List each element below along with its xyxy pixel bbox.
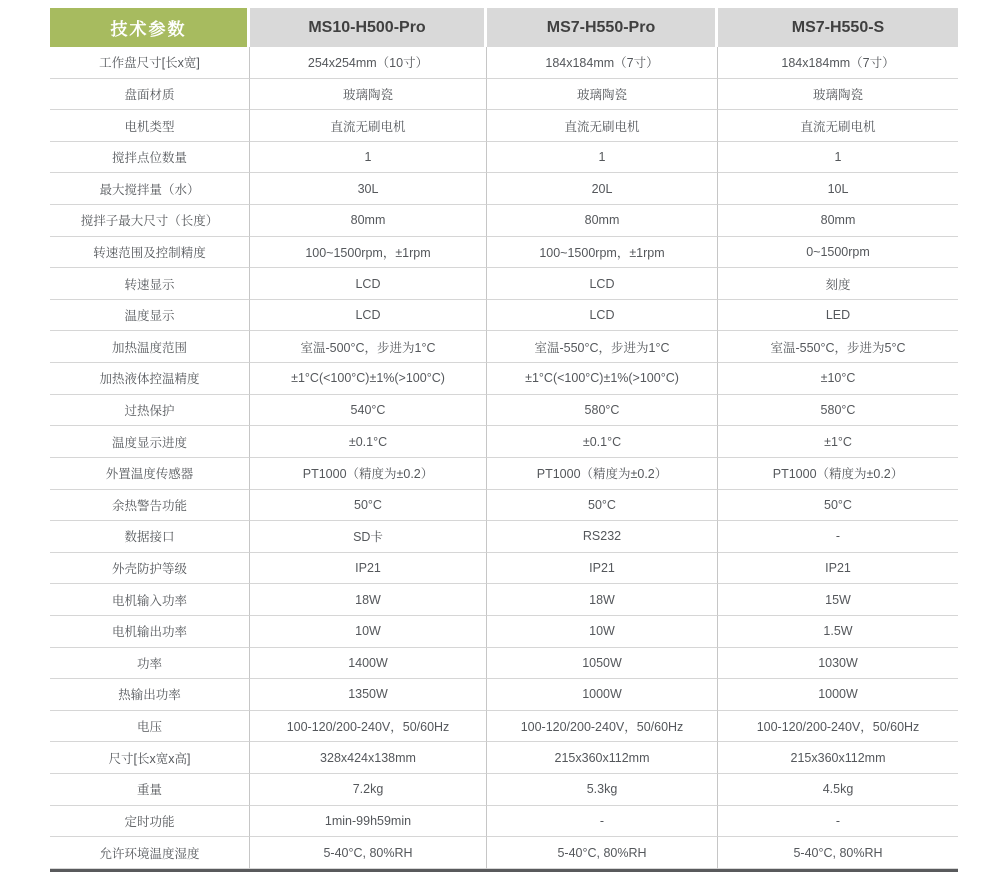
table-row	[50, 584, 958, 616]
row-label: 温度显示	[50, 300, 250, 332]
cell-value: 5-40°C, 80%RH	[250, 837, 487, 869]
table-row	[50, 648, 958, 680]
row-label: 功率	[50, 648, 250, 680]
table-row	[50, 426, 958, 458]
cell-value: 5.3kg	[487, 774, 718, 806]
table-row	[50, 173, 958, 205]
table-row	[50, 331, 958, 363]
cell-value: 10L	[718, 173, 958, 205]
table-row	[50, 205, 958, 237]
cell-value: 540°C	[250, 395, 487, 427]
row-label: 工作盘尺寸[长x宽]	[50, 47, 250, 79]
cell-value: 80mm	[250, 205, 487, 237]
cell-value: 1400W	[250, 648, 487, 680]
table-row	[50, 268, 958, 300]
cell-value: 玻璃陶瓷	[718, 79, 958, 111]
table-header-row	[50, 8, 958, 47]
row-label: 电压	[50, 711, 250, 743]
table-row	[50, 237, 958, 269]
table-row	[50, 679, 958, 711]
cell-value: 50°C	[250, 490, 487, 522]
table-bottom-border	[50, 869, 958, 872]
cell-value: 184x184mm（7寸）	[718, 47, 958, 79]
cell-value: 1030W	[718, 648, 958, 680]
cell-value: 80mm	[718, 205, 958, 237]
cell-value: LCD	[487, 300, 718, 332]
cell-value: LCD	[250, 300, 487, 332]
cell-value: IP21	[718, 553, 958, 585]
table-row	[50, 711, 958, 743]
cell-value: 1050W	[487, 648, 718, 680]
row-label: 搅拌子最大尺寸（长度）	[50, 205, 250, 237]
cell-value: ±1°C(<100°C)±1%(>100°C)	[250, 363, 487, 395]
cell-value: PT1000（精度为±0.2）	[250, 458, 487, 490]
table-row	[50, 742, 958, 774]
cell-value: 5-40°C, 80%RH	[487, 837, 718, 869]
row-label: 电机输出功率	[50, 616, 250, 648]
table-row	[50, 521, 958, 553]
cell-value: SD卡	[250, 521, 487, 553]
cell-value: 1.5W	[718, 616, 958, 648]
cell-value: 10W	[250, 616, 487, 648]
cell-value: IP21	[487, 553, 718, 585]
table-row	[50, 616, 958, 648]
cell-value: 玻璃陶瓷	[250, 79, 487, 111]
table-row	[50, 142, 958, 174]
cell-value: 100~1500rpm，±1rpm	[487, 237, 718, 269]
cell-value: 1000W	[718, 679, 958, 711]
table-row	[50, 300, 958, 332]
row-label: 转速范围及控制精度	[50, 237, 250, 269]
row-label: 外壳防护等级	[50, 553, 250, 585]
table-row	[50, 395, 958, 427]
cell-value: -	[718, 806, 958, 838]
cell-value: 1	[250, 142, 487, 174]
row-label: 电机类型	[50, 110, 250, 142]
cell-value: ±10°C	[718, 363, 958, 395]
row-label: 尺寸[长x宽x高]	[50, 742, 250, 774]
model-header-ms7-h550-pro: MS7-H550-Pro	[487, 8, 718, 47]
cell-value: 1	[487, 142, 718, 174]
cell-value: 玻璃陶瓷	[487, 79, 718, 111]
cell-value: -	[487, 806, 718, 838]
cell-value: 18W	[250, 584, 487, 616]
row-label: 最大搅拌量（水）	[50, 173, 250, 205]
cell-value: 580°C	[718, 395, 958, 427]
cell-value: 1350W	[250, 679, 487, 711]
row-label: 外置温度传感器	[50, 458, 250, 490]
cell-value: 184x184mm（7寸）	[487, 47, 718, 79]
row-label: 温度显示进度	[50, 426, 250, 458]
cell-value: 50°C	[487, 490, 718, 522]
cell-value: 1min-99h59min	[250, 806, 487, 838]
table-row	[50, 553, 958, 585]
cell-value: 7.2kg	[250, 774, 487, 806]
cell-value: 1000W	[487, 679, 718, 711]
cell-value: 直流无刷电机	[718, 110, 958, 142]
row-label: 转速显示	[50, 268, 250, 300]
cell-value: PT1000（精度为±0.2）	[718, 458, 958, 490]
model-header-ms7-h550-s: MS7-H550-S	[718, 8, 958, 47]
row-label: 允许环境温度湿度	[50, 837, 250, 869]
table-row	[50, 79, 958, 111]
cell-value: 254x254mm（10寸）	[250, 47, 487, 79]
row-label: 加热温度范围	[50, 331, 250, 363]
table-row	[50, 490, 958, 522]
row-label: 数据接口	[50, 521, 250, 553]
cell-value: 15W	[718, 584, 958, 616]
cell-value: 100-120/200-240V，50/60Hz	[718, 711, 958, 743]
cell-value: 328x424x138mm	[250, 742, 487, 774]
cell-value: 10W	[487, 616, 718, 648]
cell-value: 215x360x112mm	[487, 742, 718, 774]
table-row	[50, 363, 958, 395]
table-row	[50, 458, 958, 490]
cell-value: ±0.1°C	[487, 426, 718, 458]
cell-value: 直流无刷电机	[250, 110, 487, 142]
row-label: 热输出功率	[50, 679, 250, 711]
cell-value: RS232	[487, 521, 718, 553]
cell-value: 刻度	[718, 268, 958, 300]
cell-value: -	[718, 521, 958, 553]
row-label: 加热液体控温精度	[50, 363, 250, 395]
cell-value: 室温-550°C，步进为5°C	[718, 331, 958, 363]
cell-value: 4.5kg	[718, 774, 958, 806]
cell-value: ±0.1°C	[250, 426, 487, 458]
cell-value: 5-40°C, 80%RH	[718, 837, 958, 869]
row-label: 重量	[50, 774, 250, 806]
cell-value: 215x360x112mm	[718, 742, 958, 774]
cell-value: 80mm	[487, 205, 718, 237]
cell-value: 18W	[487, 584, 718, 616]
cell-value: 20L	[487, 173, 718, 205]
table-row	[50, 837, 958, 869]
row-label: 电机输入功率	[50, 584, 250, 616]
cell-value: 室温-500°C，步进为1°C	[250, 331, 487, 363]
cell-value: 100~1500rpm，±1rpm	[250, 237, 487, 269]
model-header-ms10-h500-pro: MS10-H500-Pro	[250, 8, 487, 47]
cell-value: 0~1500rpm	[718, 237, 958, 269]
spec-table	[50, 8, 958, 872]
table-row	[50, 774, 958, 806]
row-label: 过热保护	[50, 395, 250, 427]
cell-value: 30L	[250, 173, 487, 205]
cell-value: ±1°C	[718, 426, 958, 458]
cell-value: 580°C	[487, 395, 718, 427]
cell-value: 1	[718, 142, 958, 174]
cell-value: LCD	[487, 268, 718, 300]
cell-value: LED	[718, 300, 958, 332]
cell-value: ±1°C(<100°C)±1%(>100°C)	[487, 363, 718, 395]
table-row	[50, 110, 958, 142]
cell-value: 100-120/200-240V，50/60Hz	[487, 711, 718, 743]
cell-value: PT1000（精度为±0.2）	[487, 458, 718, 490]
cell-value: 50°C	[718, 490, 958, 522]
cell-value: IP21	[250, 553, 487, 585]
row-label: 定时功能	[50, 806, 250, 838]
cell-value: 室温-550°C，步进为1°C	[487, 331, 718, 363]
table-row	[50, 806, 958, 838]
row-label: 搅拌点位数量	[50, 142, 250, 174]
cell-value: 100-120/200-240V，50/60Hz	[250, 711, 487, 743]
cell-value: 直流无刷电机	[487, 110, 718, 142]
table-row	[50, 47, 958, 79]
row-label: 余热警告功能	[50, 490, 250, 522]
table-body	[50, 47, 958, 869]
cell-value: LCD	[250, 268, 487, 300]
row-label: 盘面材质	[50, 79, 250, 111]
param-header-cell: 技术参数	[50, 8, 250, 47]
